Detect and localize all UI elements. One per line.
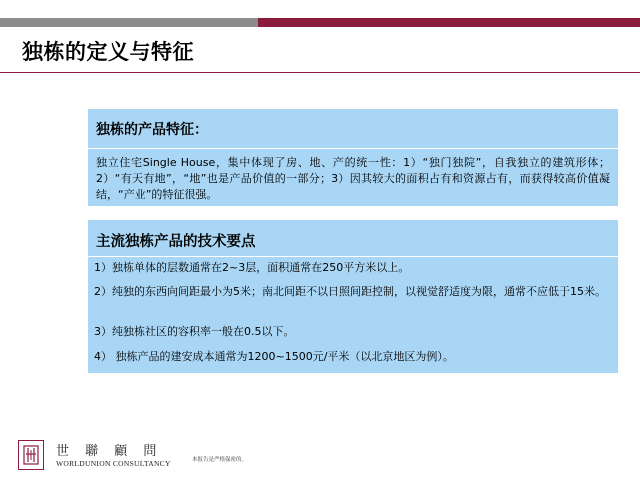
tech-point: 3）纯独栋社区的容积率一般在0.5以下。 — [94, 325, 295, 338]
header-gray-bar — [0, 18, 258, 27]
tech-point: 1）独栋单体的层数通常在2~3层，面积通常在250平方米以上。 — [94, 261, 410, 274]
company-name-cn: 世 聯 顧 問 — [56, 444, 163, 459]
product-features-text: 独立住宅Single House，集中体现了房、地、产的统一性：1）“独门独院”，自我独立的建筑形体；2）“有天有地”，“地”也是产品价值的一部分；3）因其较大的面积占有和资源占有，而获得较高价值凝结，“产业”的特征很强。 — [96, 156, 610, 201]
tech-points-divider — [88, 256, 618, 257]
page-title: 独栋的定义与特征 — [22, 40, 194, 64]
tech-points-heading: 主流独栋产品的技术要点 — [96, 234, 256, 250]
confidential-note: 本报告是严格保密的。 — [192, 457, 248, 463]
product-features-divider — [88, 148, 618, 149]
product-features-heading: 独栋的产品特征： — [96, 122, 208, 138]
tech-point: 4） 独栋产品的建安成本通常为1200~1500元/平米（以北京地区为例）。 — [94, 350, 454, 363]
company-name-en: WORLDUNION CONSULTANCY — [56, 459, 171, 468]
tech-points-box — [88, 220, 618, 373]
product-features-box — [88, 109, 618, 206]
header-accent-bar — [258, 18, 640, 27]
tech-point: 2）纯独的东西向间距最小为5米；南北间距不以日照间距控制，以视觉舒适度为限，通常不应低于15米。 — [94, 285, 606, 298]
worldunion-seal-icon — [18, 440, 44, 470]
title-divider — [0, 72, 640, 73]
